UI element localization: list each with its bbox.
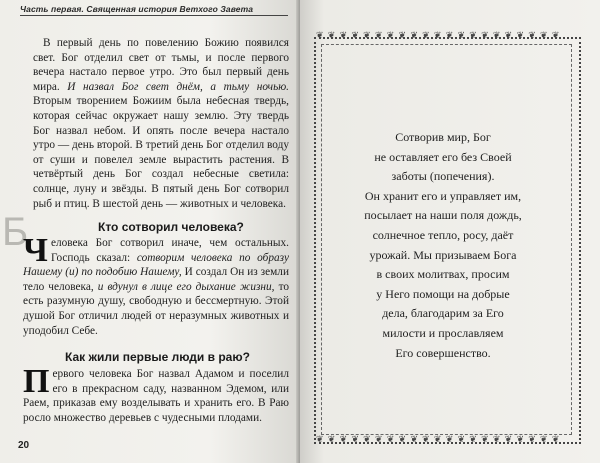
drop-cap: П: [23, 363, 50, 400]
callout-text: [330, 128, 556, 363]
callout-line: Он хранит его и управляет им,: [364, 188, 522, 203]
paragraph-text: еловека Бог сотворил иначе, чем остальных. Господь сказал:: [50, 237, 289, 264]
callout-line: в своих молитвах, просим: [376, 267, 510, 282]
running-head-rule: [20, 15, 288, 16]
callout-line: солнечное тепло, росу, даёт: [372, 227, 514, 242]
paragraph-text: ервого человека Бог назвал Адамом и поселил его в прекрасном саду, названном Эдемом, или Раем, приказав ему возделывать и хранить его. В Раю росло множество деревьев с чудесными плодами.: [23, 368, 289, 424]
right-page: [300, 0, 600, 463]
paragraph-italic-text: И назвал Бог свет днём, а тьму ночью.: [67, 80, 289, 93]
callout-line: заботы (попечения).: [391, 169, 495, 184]
callout-line: Сотворив мир, Бог: [395, 130, 491, 144]
running-head: Часть первая. Священная история Ветхого Завета: [20, 4, 254, 14]
callout-line: дела, благодарим за Его: [382, 306, 504, 321]
callout-line: урожай. Мы призываем Бога: [369, 247, 517, 262]
section-heading-life-in-paradise: Как жили первые люди в раю?: [65, 350, 250, 364]
paragraph-text: то есть разумную душу, свободную и бессмертную. Этой душой Бог отличил людей от неразумных животных и уподобил Себе.: [23, 280, 290, 337]
callout-line: милости и прославляем: [382, 325, 504, 340]
drop-cap: Ч: [23, 232, 48, 269]
ornament-top: ❦ ❦ ❦ ❦ ❦ ❦ ❦ ❦ ❦ ❦ ❦ ❦ ❦ ❦ ❦ ❦ ❦ ❦ ❦ ❦ ❦: [316, 30, 561, 40]
paragraph-creation-of-man: [23, 232, 290, 338]
paragraph-creation-days: [33, 36, 289, 211]
paragraph-italic-text: сотворим человека по образу Нашему (и) по подобию Нашему,: [23, 251, 289, 279]
callout-line: посылает на наши поля дождь,: [364, 208, 522, 223]
ornament-bottom: ❦ ❦ ❦ ❦ ❦ ❦ ❦ ❦ ❦ ❦ ❦ ❦ ❦ ❦ ❦ ❦ ❦ ❦ ❦ ❦ ❦: [316, 434, 561, 444]
paragraph-text: Вторым творением Божиим была небесная твердь, которая сейчас окружает нашу землю. Эту твердь Бог назвал небом. И опять после вечера настало утро — день второй. В третий день Бог отделил воду от суши и повелел земле вырастить растения. В четвёртый день Бог создал небесные светила: солнце, луну и звёзды. В пятый день Бог сотворил рыб и птиц. В шестой день — животных и человека.: [33, 95, 289, 210]
margin-decoration: Б: [2, 210, 29, 254]
paragraph-adam-in-eden: [23, 363, 289, 425]
callout-line: не оставляет его без Своей: [374, 149, 512, 164]
callout-line: Его совершенство.: [395, 345, 491, 360]
callout-line: у Него помощи на добрые: [376, 286, 510, 301]
paragraph-italic-text: и вдунул в лице его дыхание жизни,: [97, 280, 275, 293]
paragraph-text: И создал Он из земли тело человека,: [23, 266, 289, 293]
section-heading-who-created-man: Кто сотворил человека?: [98, 220, 244, 234]
page-number: 20: [18, 440, 30, 451]
paragraph-text: В первый день по повелению Божию появился свет. Бог отделил свет от тьмы, и после первого вечера настало первое утро. Это был первый день мира.: [33, 37, 289, 93]
